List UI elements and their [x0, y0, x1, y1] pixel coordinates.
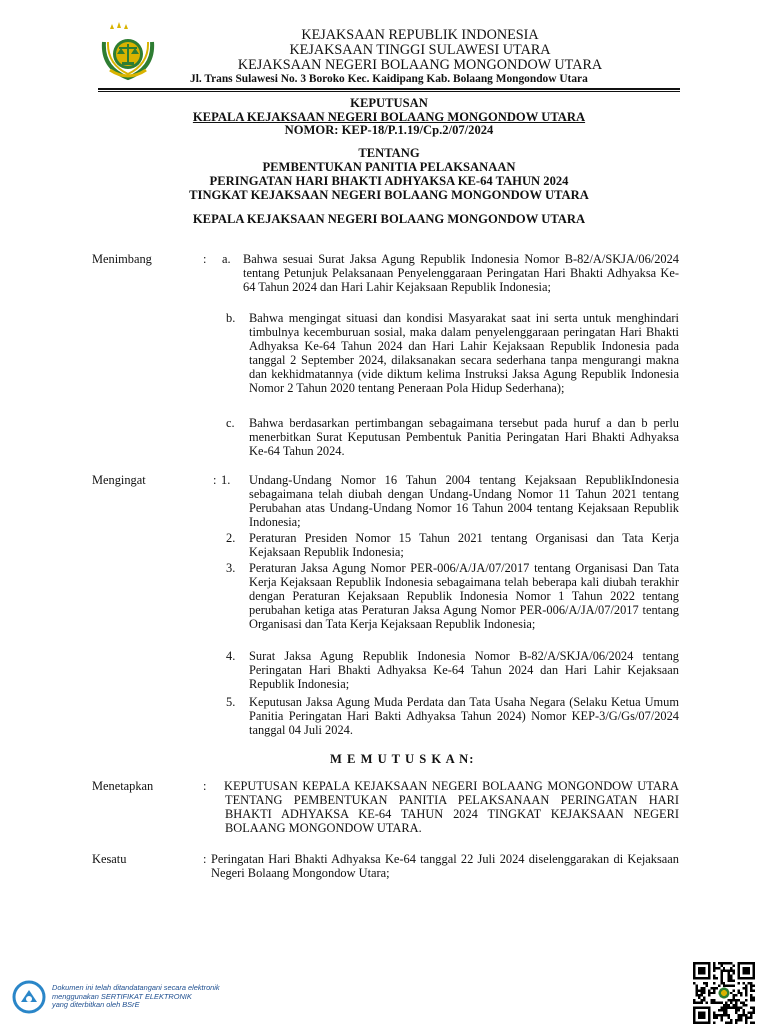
kesatu-colon: : — [203, 852, 207, 866]
menetapkan-label: Menetapkan — [92, 779, 154, 793]
menimbang-marker-c: c. — [226, 416, 235, 430]
mengingat-item-2: Peraturan Presiden Nomor 15 Tahun 2021 tentang Organisasi dan Tata Kerja Kejaksaan Republik Indonesia; — [249, 531, 679, 560]
menimbang-item-a: Bahwa sesuai Surat Jaksa Agung Republik Indonesia Nomor B-82/A/SKJA/06/2024 tentang Petunjuk Pelaksanaan Penyelenggaraan Peringatan Hari Bhakti Adhyaksa Ke-64 Tahun 2024 dan Hari Lahir Kejaksaan Republik Indonesia; — [243, 252, 679, 295]
mengingat-marker-2: 2. — [226, 531, 236, 545]
decree-subject-1: PEMBENTUKAN PANITIA PELAKSANAAN — [262, 160, 516, 174]
mengingat-marker-4: 4. — [226, 649, 236, 663]
header-divider — [98, 88, 680, 90]
qr-code-icon — [693, 962, 755, 1024]
header-divider-thin — [98, 91, 680, 92]
mengingat-item-1: Undang-Undang Nomor 16 Tahun 2004 tentang Kejaksaan RepublikIndonesia sebagaimana telah diubah dengan Undang-Undang Nomor 11 Tahun 2021 tentang Perubahan atas Undang-Undang Nomor 16 Tahun 2004 tentang Kejaksaan Republik Indonesia; — [249, 473, 679, 530]
menimbang-marker-a: a. — [222, 252, 231, 266]
menimbang-item-c: Bahwa berdasarkan pertimbangan sebagaimana tersebut pada huruf a dan b perlu menerbitkan Surat Keputusan Pembentuk Panitia Peringatan Hari Bhakti Adhyaksa Ke-64 Tahun 2024. — [249, 416, 679, 459]
menimbang-marker-b: b. — [226, 311, 236, 325]
menetapkan-text: KEPUTUSAN KEPALA KEJAKSAAN NEGERI BOLAANG MONGONDOW UTARA TENTANG PEMBENTUKAN PANITIA PELAKSANAAN PERINGATAN HARI BHAKTI ADHYAKSA KE-64 TAHUN 2024 TINGKAT KEJAKSAAN NEGERI BOLAANG MONGONDOW UTARA. — [224, 779, 679, 836]
kejaksaan-emblem-icon — [98, 20, 168, 82]
esign-line-1: Dokumen ini telah ditandatangani secara elektronik — [52, 983, 220, 992]
mengingat-item-5: Keputusan Jaksa Agung Muda Perdata dan Tata Usaha Negara (Selaku Ketua Umum Panitia Peringatan Hari Bakti Adhyaksa Tahun 2024) Nomor KEP-3/G/Gs/07/2024 tanggal 04 Juli 2024. — [249, 695, 679, 738]
decree-subject-3: TINGKAT KEJAKSAAN NEGERI BOLAANG MONGONDOW UTARA — [189, 188, 589, 202]
menimbang-label: Menimbang — [92, 252, 152, 266]
mengingat-marker-5: 5. — [226, 695, 236, 709]
mengingat-item-3: Peraturan Jaksa Agung Nomor PER-006/A/JA/07/2017 tentang Organisasi Dan Tata Kerja Kejaksaan Republik Indonesia sebagaimana telah beberapa kali diubah terakhir dengan Peraturan Kejaksaan Republik Indonesia Nomor 1 Tahun 2022 tentang perubahan ketiga atas Peraturan Jaksa Agung Nomor PER-006/A/JA/07/2017 tentang Organisasi dan Tata Kerja Kejaksaan Republik Indonesia; — [249, 561, 679, 632]
header-line-2: KEJAKSAAN TINGGI SULAWESI UTARA — [289, 42, 551, 58]
decree-authority: KEPALA KEJAKSAAN NEGERI BOLAANG MONGONDOW UTARA — [192, 212, 586, 226]
decree-tentang: TENTANG — [358, 146, 420, 160]
mengingat-label: Mengingat — [92, 473, 146, 487]
mengingat-item-4: Surat Jaksa Agung Republik Indonesia Nomor B-82/A/SKJA/06/2024 tentang Peringatan Hari Bhakti Adhyaksa Ke-64 Tahun 2024 dan Hari Lahir Kejaksaan Republik Indonesia; — [249, 649, 679, 692]
header-address: Jl. Trans Sulawesi No. 3 Boroko Kec. Kaidipang Kab. Bolaang Mongondow Utara — [190, 73, 588, 85]
esign-notice — [52, 984, 220, 1010]
memutuskan-heading: M E M U T U S K A N: — [330, 752, 475, 766]
menimbang-colon: : — [203, 252, 207, 266]
header-line-3: KEJAKSAAN NEGERI BOLAANG MONGONDOW UTARA — [237, 57, 603, 73]
kesatu-label: Kesatu — [92, 852, 127, 866]
header-line-1: KEJAKSAAN REPUBLIK INDONESIA — [301, 27, 539, 43]
decree-number: NOMOR: KEP-18/P.1.19/Cp.2/07/2024 — [284, 123, 494, 137]
esign-line-3: yang diterbitkan oleh BSrE — [52, 1000, 140, 1010]
mengingat-marker-3: 3. — [226, 561, 236, 575]
menimbang-item-b: Bahwa mengingat situasi dan kondisi Masyarakat saat ini serta untuk menghindari timbulnya kecemburuan sosial, maka dalam penyelenggaraan peringatan Hari Bhakti Adhyaksa Ke-64 Tahun 2024 dan Hari Lahir Kejaksaan Republik Indonesia pada tanggal 2 September 2024, dilaksanakan secara sederhana tanpa mengurangi makna dan kekhidmatannya (vide diktum kelima Instruksi Jaksa Agung Republik Indonesia Nomor 2 Tahun 2020 tentang Peneraan Pola Hidup Sederhana); — [249, 311, 679, 396]
mengingat-colon: : — [213, 473, 217, 487]
kesatu-text: Peringatan Hari Bhakti Adhyaksa Ke-64 tanggal 22 Juli 2024 diselenggarakan di Kejaksaan Negeri Bolaang Mongondow Utara; — [211, 852, 679, 881]
decree-subject-2: PERINGATAN HARI BHAKTI ADHYAKSA KE-64 TAHUN 2024 — [209, 174, 569, 188]
menetapkan-colon: : — [203, 779, 207, 793]
mengingat-marker-1: 1. — [221, 473, 231, 487]
esign-line-2: menggunakan SERTIFIKAT ELEKTRONIK — [52, 991, 192, 1001]
decree-title: KEPUTUSAN — [350, 96, 428, 110]
bsre-logo-icon — [12, 980, 46, 1014]
decree-issuer: KEPALA KEJAKSAAN NEGERI BOLAANG MONGONDOW UTARA — [192, 110, 586, 124]
